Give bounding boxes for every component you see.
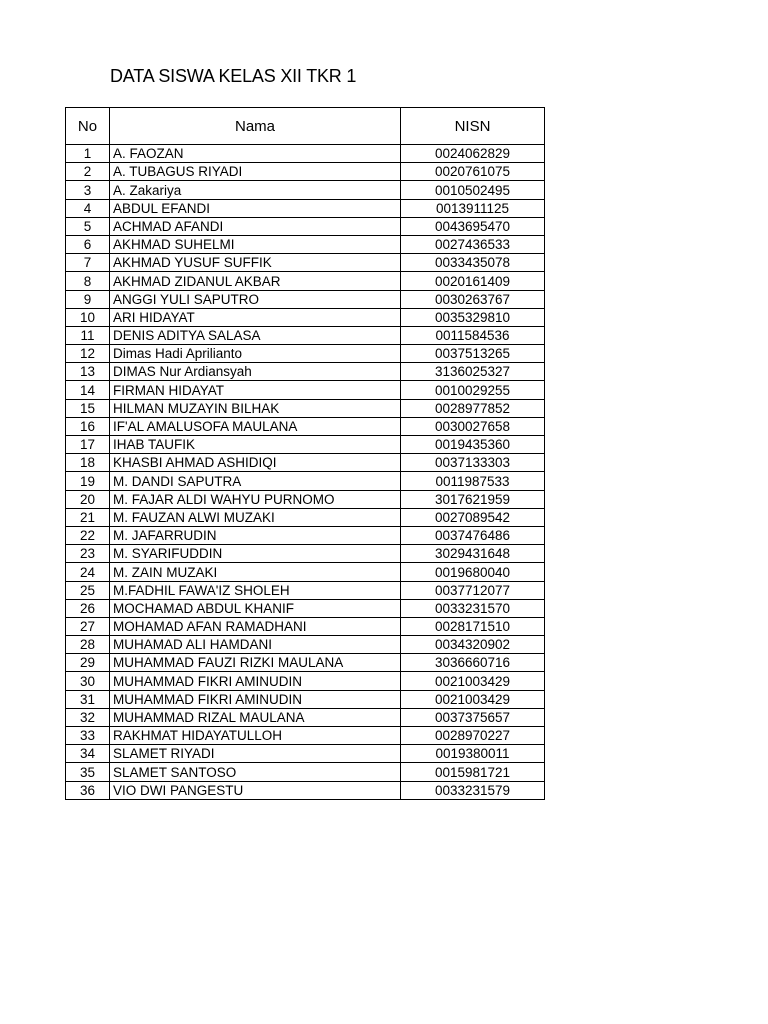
row-number: 22 — [66, 526, 110, 544]
table-row — [66, 363, 545, 381]
row-number: 35 — [66, 763, 110, 781]
table-row — [66, 599, 545, 617]
row-number: 3 — [66, 181, 110, 199]
student-nisn: 3136025327 — [401, 363, 545, 381]
document-title: DATA SISWA KELAS XII TKR 1 — [110, 66, 357, 86]
student-nisn: 0010029255 — [401, 381, 545, 399]
row-number: 11 — [66, 326, 110, 344]
row-number: 13 — [66, 363, 110, 381]
row-number: 31 — [66, 690, 110, 708]
row-number: 34 — [66, 745, 110, 763]
row-number: 19 — [66, 472, 110, 490]
student-nisn: 0037375657 — [401, 708, 545, 726]
student-nisn: 0033231579 — [401, 781, 545, 799]
student-name: IHAB TAUFIK — [110, 436, 401, 454]
table-row — [66, 490, 545, 508]
table-row — [66, 163, 545, 181]
student-nisn: 0037133303 — [401, 454, 545, 472]
student-name: SLAMET SANTOSO — [110, 763, 401, 781]
table-row — [66, 526, 545, 544]
row-number: 36 — [66, 781, 110, 799]
table-row — [66, 708, 545, 726]
student-nisn: 0037513265 — [401, 345, 545, 363]
student-name: M. DANDI SAPUTRA — [110, 472, 401, 490]
row-number: 15 — [66, 399, 110, 417]
table-row — [66, 272, 545, 290]
student-nisn: 0011987533 — [401, 472, 545, 490]
table-row — [66, 508, 545, 526]
student-name: A. Zakariya — [110, 181, 401, 199]
row-number: 27 — [66, 617, 110, 635]
table-row — [66, 617, 545, 635]
row-number: 26 — [66, 599, 110, 617]
student-nisn: 0037476486 — [401, 526, 545, 544]
table-row — [66, 399, 545, 417]
student-nisn: 0021003429 — [401, 690, 545, 708]
row-number: 6 — [66, 235, 110, 253]
student-nisn: 0043695470 — [401, 217, 545, 235]
student-name: MOHAMAD AFAN RAMADHANI — [110, 617, 401, 635]
student-nisn: 0020161409 — [401, 272, 545, 290]
row-number: 7 — [66, 254, 110, 272]
table-row — [66, 727, 545, 745]
student-nisn: 0035329810 — [401, 308, 545, 326]
student-name: MOCHAMAD ABDUL KHANIF — [110, 599, 401, 617]
table-row — [66, 690, 545, 708]
student-name: Dimas Hadi Aprilianto — [110, 345, 401, 363]
table-row — [66, 672, 545, 690]
student-nisn: 0028977852 — [401, 399, 545, 417]
table-row — [66, 581, 545, 599]
student-name: AKHMAD SUHELMI — [110, 235, 401, 253]
table-row — [66, 745, 545, 763]
student-nisn: 3036660716 — [401, 654, 545, 672]
table-row — [66, 763, 545, 781]
row-number: 8 — [66, 272, 110, 290]
table-row — [66, 254, 545, 272]
student-nisn: 0015981721 — [401, 763, 545, 781]
row-number: 30 — [66, 672, 110, 690]
row-number: 2 — [66, 163, 110, 181]
student-name: M. SYARIFUDDIN — [110, 545, 401, 563]
student-nisn: 0027089542 — [401, 508, 545, 526]
student-nisn: 0030027658 — [401, 417, 545, 435]
student-name: ANGGI YULI SAPUTRO — [110, 290, 401, 308]
student-name: ABDUL EFANDI — [110, 199, 401, 217]
table-row — [66, 181, 545, 199]
row-number: 24 — [66, 563, 110, 581]
student-name: FIRMAN HIDAYAT — [110, 381, 401, 399]
student-nisn: 0021003429 — [401, 672, 545, 690]
student-nisn: 0028171510 — [401, 617, 545, 635]
table-row — [66, 417, 545, 435]
student-name: M. FAJAR ALDI WAHYU PURNOMO — [110, 490, 401, 508]
student-nisn: 0020761075 — [401, 163, 545, 181]
student-name: DENIS ADITYA SALASA — [110, 326, 401, 344]
student-nisn: 0027436533 — [401, 235, 545, 253]
student-nisn: 0033231570 — [401, 599, 545, 617]
table-body — [66, 145, 545, 800]
student-nisn: 0013911125 — [401, 199, 545, 217]
student-nisn: 0019435360 — [401, 436, 545, 454]
student-nisn: 0028970227 — [401, 727, 545, 745]
student-name: SLAMET RIYADI — [110, 745, 401, 763]
student-name: M. ZAIN MUZAKI — [110, 563, 401, 581]
student-name: VIO DWI PANGESTU — [110, 781, 401, 799]
student-table — [65, 107, 545, 800]
row-number: 12 — [66, 345, 110, 363]
row-number: 25 — [66, 581, 110, 599]
student-name: MUHAMMAD FIKRI AMINUDIN — [110, 672, 401, 690]
student-name: KHASBI AHMAD ASHIDIQI — [110, 454, 401, 472]
table-row — [66, 454, 545, 472]
row-number: 18 — [66, 454, 110, 472]
student-nisn: 3029431648 — [401, 545, 545, 563]
student-nisn: 0019680040 — [401, 563, 545, 581]
table-header — [66, 108, 545, 145]
row-number: 1 — [66, 145, 110, 163]
table-row — [66, 217, 545, 235]
row-number: 32 — [66, 708, 110, 726]
student-nisn: 0010502495 — [401, 181, 545, 199]
student-name: DIMAS Nur Ardiansyah — [110, 363, 401, 381]
table-row — [66, 381, 545, 399]
table-row — [66, 563, 545, 581]
student-nisn: 0019380011 — [401, 745, 545, 763]
column-header-no: No — [66, 108, 110, 145]
student-name: MUHAMAD ALI HAMDANI — [110, 636, 401, 654]
student-name: MUHAMMAD FIKRI AMINUDIN — [110, 690, 401, 708]
row-number: 33 — [66, 727, 110, 745]
table-row — [66, 636, 545, 654]
table-row — [66, 472, 545, 490]
table-row — [66, 654, 545, 672]
table-row — [66, 781, 545, 799]
row-number: 16 — [66, 417, 110, 435]
table-row — [66, 308, 545, 326]
student-nisn: 0034320902 — [401, 636, 545, 654]
row-number: 10 — [66, 308, 110, 326]
table-row — [66, 326, 545, 344]
student-name: AKHMAD YUSUF SUFFIK — [110, 254, 401, 272]
student-name: ACHMAD AFANDI — [110, 217, 401, 235]
column-header-nama: Nama — [110, 108, 401, 145]
row-number: 5 — [66, 217, 110, 235]
row-number: 4 — [66, 199, 110, 217]
row-number: 14 — [66, 381, 110, 399]
student-name: M.FADHIL FAWA'IZ SHOLEH — [110, 581, 401, 599]
header-row — [66, 108, 545, 145]
student-name: HILMAN MUZAYIN BILHAK — [110, 399, 401, 417]
row-number: 23 — [66, 545, 110, 563]
row-number: 29 — [66, 654, 110, 672]
row-number: 17 — [66, 436, 110, 454]
student-name: M. FAUZAN ALWI MUZAKI — [110, 508, 401, 526]
student-nisn: 0037712077 — [401, 581, 545, 599]
row-number: 21 — [66, 508, 110, 526]
student-nisn: 3017621959 — [401, 490, 545, 508]
student-name: A. TUBAGUS RIYADI — [110, 163, 401, 181]
table-row — [66, 199, 545, 217]
student-name: RAKHMAT HIDAYATULLOH — [110, 727, 401, 745]
student-name: A. FAOZAN — [110, 145, 401, 163]
student-name: IF'AL AMALUSOFA MAULANA — [110, 417, 401, 435]
row-number: 28 — [66, 636, 110, 654]
student-name: M. JAFARRUDIN — [110, 526, 401, 544]
student-nisn: 0011584536 — [401, 326, 545, 344]
student-nisn: 0033435078 — [401, 254, 545, 272]
column-header-nisn: NISN — [401, 108, 545, 145]
student-nisn: 0024062829 — [401, 145, 545, 163]
table-row — [66, 436, 545, 454]
student-name: MUHAMMAD RIZAL MAULANA — [110, 708, 401, 726]
table-row — [66, 235, 545, 253]
table-row — [66, 345, 545, 363]
student-name: ARI HIDAYAT — [110, 308, 401, 326]
student-nisn: 0030263767 — [401, 290, 545, 308]
table-row — [66, 545, 545, 563]
row-number: 9 — [66, 290, 110, 308]
student-name: MUHAMMAD FAUZI RIZKI MAULANA — [110, 654, 401, 672]
table-row — [66, 290, 545, 308]
table-row — [66, 145, 545, 163]
row-number: 20 — [66, 490, 110, 508]
student-name: AKHMAD ZIDANUL AKBAR — [110, 272, 401, 290]
